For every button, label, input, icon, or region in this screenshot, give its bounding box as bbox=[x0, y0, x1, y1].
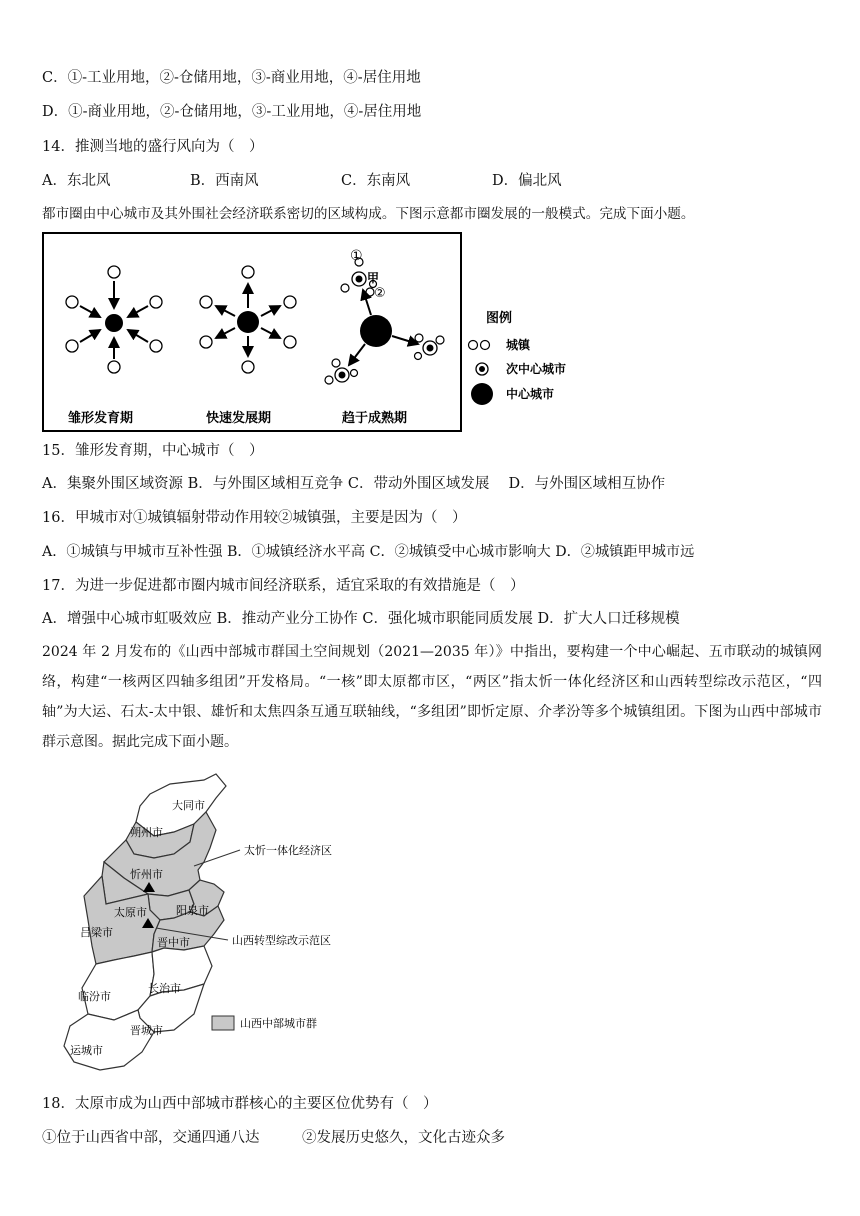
map-legend-swatch bbox=[212, 1016, 234, 1030]
label-datong: 大同市 bbox=[172, 799, 205, 812]
label-shuozhou: 朔州市 bbox=[130, 826, 163, 839]
label-linfen: 临汾市 bbox=[78, 990, 111, 1003]
q14-stem: 14．推测当地的盛行风向为（ ） bbox=[42, 139, 264, 155]
intro-paragraph-1: 都市圈由中心城市及其外围社会经济联系密切的区域构成。下图示意都市圈发展的一般模式。完成下面小题。 bbox=[42, 206, 695, 222]
q14-option-c: C．东南风 bbox=[341, 173, 411, 189]
map-legend-label: 山西中部城市群 bbox=[240, 1017, 317, 1030]
shanxi-map bbox=[44, 770, 464, 1085]
q16-options: A．①城镇与甲城市互补性强 B．①城镇经济水平高 C．②城镇受中心城市影响大 D．②城镇距甲城市远 bbox=[42, 544, 695, 560]
q18-item-2: ②发展历史悠久，文化古迹众多 bbox=[302, 1130, 505, 1146]
q18-item-1: ①位于山西省中部，交通四通八达 bbox=[42, 1130, 260, 1146]
legend-sub-center-label: 次中心城市 bbox=[506, 362, 567, 376]
legend-title: 图例 bbox=[486, 311, 513, 326]
q15-stem: 15．雏形发育期，中心城市（ ） bbox=[42, 443, 264, 459]
label-yangquan: 阳泉市 bbox=[176, 904, 209, 917]
label-taixin-zone: 太忻一体化经济区 bbox=[244, 844, 332, 857]
stage2-label: 快速发展期 bbox=[206, 411, 272, 426]
label-changzhi: 长治市 bbox=[148, 982, 181, 995]
label-zonggai-zone: 山西转型综改示范区 bbox=[232, 934, 331, 947]
legend-town-label: 城镇 bbox=[506, 338, 531, 352]
mark-jia: 甲 bbox=[367, 271, 380, 285]
label-jincheng: 晋城市 bbox=[130, 1024, 163, 1037]
q16-stem: 16．甲城市对①城镇辐射带动作用较②城镇强，主要是因为（ ） bbox=[42, 510, 467, 526]
q17-options: A．增强中心城市虹吸效应 B．推动产业分工协作 C．强化城市职能同质发展 D．扩大人口迁移规模 bbox=[42, 611, 680, 627]
q13-option-c: C．①-工业用地，②-仓储用地，③-商业用地，④-居住用地 bbox=[42, 70, 421, 86]
q13-option-d: D．①-商业用地，②-仓储用地，③-工业用地，④-居住用地 bbox=[42, 104, 422, 120]
q15-options: A．集聚外围区域资源 B．与外围区域相互竞争 C．带动外围区域发展 D．与外围区域相互协作 bbox=[42, 476, 666, 492]
stage3-label: 趋于成熟期 bbox=[342, 411, 408, 426]
mark-2: ② bbox=[374, 286, 386, 301]
figure-legend bbox=[469, 310, 567, 405]
q14-option-b: B．西南风 bbox=[190, 173, 259, 189]
q14-option-a: A．东北风 bbox=[42, 173, 111, 189]
q17-stem: 17．为进一步促进都市圈内城市间经济联系，适宜采取的有效措施是（ ） bbox=[42, 578, 525, 594]
q14-option-d: D．偏北风 bbox=[492, 173, 562, 189]
label-taiyuan: 太原市 bbox=[114, 906, 147, 919]
stage1-label: 雏形发育期 bbox=[68, 411, 134, 426]
legend-center-label: 中心城市 bbox=[506, 387, 555, 401]
q18-stem: 18．太原市成为山西中部城市群核心的主要区位优势有（ ） bbox=[42, 1096, 438, 1112]
intro-paragraph-2: 2024 年 2 月发布的《山西中部城市群国土空间规划（2021—2035 年）》中指出，要构建一个中心崛起、五市联动的城镇网络，构建“一核两区四轴多组团”开发格局。“一核”即太原都市区，“两区”指太忻一体化经济区和山西转型综改示范区，“四轴”为大运、石太-太中银、雄忻和太焦四条互通互联轴线，“多组团”即忻定原、介孝汾等多个城镇组团。下图为山西中部城市群示意图。据此完成下面小题。 bbox=[42, 644, 822, 750]
metro-development-figure bbox=[40, 230, 580, 435]
region-yuncheng bbox=[64, 1010, 154, 1070]
mark-1: ① bbox=[350, 248, 363, 264]
label-yuncheng: 运城市 bbox=[70, 1044, 103, 1057]
label-jinzhong: 晋中市 bbox=[157, 936, 190, 949]
label-lvliang: 吕梁市 bbox=[80, 926, 113, 939]
label-xinzhou: 忻州市 bbox=[130, 868, 163, 881]
